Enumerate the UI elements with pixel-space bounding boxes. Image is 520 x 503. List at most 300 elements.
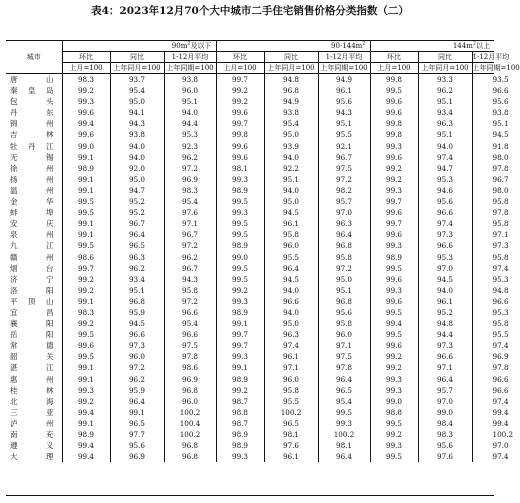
index-value: 95.1: [418, 129, 472, 140]
index-value: 100.2: [264, 407, 318, 418]
index-value: 95.6: [418, 196, 472, 207]
index-value: 98.1: [264, 429, 318, 440]
index-value: 99.4: [62, 407, 110, 418]
index-value: 99.2: [62, 274, 110, 285]
index-value: 99.5: [216, 263, 264, 274]
index-value: 99.4: [370, 318, 418, 329]
base-header: 上年同月=100: [418, 63, 472, 74]
index-value: 99.6: [216, 152, 264, 163]
index-value: 96.4: [110, 396, 164, 407]
index-value: 98.3: [164, 185, 216, 196]
index-value: 98.9: [216, 440, 264, 451]
sub-header: 同比: [418, 52, 472, 63]
index-value: 97.2: [164, 163, 216, 174]
table-row: [6, 118, 494, 129]
index-value: 96.2: [110, 263, 164, 274]
index-value: 95.6: [318, 307, 370, 318]
index-value: 98.3: [62, 307, 110, 318]
table-row: [6, 396, 494, 407]
city-name: 北海: [6, 396, 62, 407]
index-value: 97.8: [492, 363, 509, 373]
sub-header: 1-12月平均: [164, 52, 216, 63]
index-value: 96.5: [110, 418, 164, 429]
index-value: 99.3: [216, 451, 264, 462]
index-value: 96.0: [264, 374, 318, 385]
index-value: 95.1: [418, 96, 472, 107]
index-value: 99.6: [370, 96, 418, 107]
index-value: 99.5: [216, 274, 264, 285]
group-header-large-post: 以上: [476, 42, 491, 50]
index-value: 93.8: [164, 74, 216, 86]
table-row: [6, 129, 494, 140]
index-value: 95.8: [492, 319, 509, 329]
index-value: 97.4: [492, 341, 509, 351]
index-value: 93.8: [264, 107, 318, 118]
index-value: 96.7: [318, 152, 370, 163]
index-value: 99.6: [370, 296, 418, 307]
group-header-medium-pre: 90-144m: [331, 42, 363, 50]
index-value: 98.9: [216, 185, 264, 196]
index-value: 100.4: [164, 418, 216, 429]
index-value: 95.7: [318, 196, 370, 207]
index-value: 96.9: [110, 451, 164, 462]
index-value: 95.9: [110, 307, 164, 318]
index-value: 95.3: [492, 307, 509, 317]
index-value: 97.8: [492, 208, 509, 218]
index-value: 96.7: [164, 263, 216, 274]
index-value: 97.5: [164, 340, 216, 351]
index-value: 95.4: [164, 318, 216, 329]
index-value: 99.2: [370, 351, 418, 362]
index-value: 96.1: [264, 218, 318, 229]
index-value: 96.4: [318, 451, 370, 462]
index-value: 98.2: [318, 185, 370, 196]
index-value: 95.8: [492, 252, 509, 262]
index-value: 97.7: [110, 429, 164, 440]
index-value: 97.0: [418, 396, 472, 407]
index-value: 96.6: [492, 86, 509, 96]
bottom-rule: [6, 495, 494, 496]
index-value: 97.6: [418, 451, 472, 462]
index-value: 97.2: [318, 263, 370, 274]
group-header-large-pre: 144m: [452, 42, 473, 50]
index-value: 99.5: [216, 196, 264, 207]
index-value: 97.4: [492, 396, 509, 406]
header-row-groups: [6, 41, 494, 52]
table-row: [6, 96, 494, 107]
index-value: 96.0: [264, 240, 318, 251]
index-value: 99.6: [370, 152, 418, 163]
index-value: 95.0: [110, 174, 164, 185]
city-name: 泉州: [6, 229, 62, 240]
index-value: 99.0: [418, 407, 472, 418]
index-value: 95.2: [110, 207, 164, 218]
index-value: 99.1: [62, 374, 110, 385]
index-value: 99.5: [62, 240, 110, 251]
index-value: 99.7: [216, 118, 264, 129]
index-value: 99.5: [62, 351, 110, 362]
index-value: 99.1: [62, 229, 110, 240]
table-row: [6, 252, 494, 263]
index-value: 99.3: [216, 351, 264, 362]
index-value: 99.2: [216, 96, 264, 107]
index-value: 99.5: [318, 407, 370, 418]
city-name: 济宁: [6, 274, 62, 285]
city-name: 大理: [6, 451, 62, 462]
index-value: 99.7: [62, 263, 110, 274]
index-value: 98.8: [216, 407, 264, 418]
index-value: 99.2: [370, 163, 418, 174]
group-header-small-pre: 90m: [171, 42, 188, 50]
index-value: 99.2: [62, 85, 110, 96]
index-value: 96.7: [110, 218, 164, 229]
city-name: 洛阳: [6, 285, 62, 296]
index-value: 96.4: [264, 263, 318, 274]
index-value: 94.0: [264, 185, 318, 196]
index-value: 97.8: [318, 362, 370, 373]
index-value: 97.2: [164, 240, 216, 251]
city-name: 平顶山: [6, 296, 62, 307]
index-value: 95.1: [318, 118, 370, 129]
index-value: 98.9: [216, 374, 264, 385]
index-value: 93.3: [418, 74, 472, 86]
sub-header: 环比: [370, 52, 418, 63]
index-value: 95.6: [418, 440, 472, 451]
index-value: 99.2: [370, 429, 418, 440]
city-name: 惠州: [6, 374, 62, 385]
index-value: 94.1: [110, 107, 164, 118]
index-value: 95.4: [164, 196, 216, 207]
index-value: 94.0: [110, 141, 164, 152]
group-header-small-post: 及以下: [190, 42, 212, 50]
index-value: 95.4: [110, 85, 164, 96]
index-value: 99.8: [370, 74, 418, 86]
base-header: 上年同期=100: [164, 63, 216, 74]
index-value: 95.8: [264, 229, 318, 240]
index-value: 94.5: [264, 274, 318, 285]
index-value: 99.1: [216, 362, 264, 373]
index-value: 100.2: [164, 429, 216, 440]
index-value: 93.5: [492, 75, 509, 84]
index-value: 99.3: [370, 285, 418, 296]
index-value: 96.1: [418, 296, 472, 307]
index-value: 95.6: [492, 97, 509, 107]
city-name: 包头: [6, 96, 62, 107]
index-value: 96.7: [492, 174, 509, 184]
table-row: [6, 296, 494, 307]
index-value: 99.3: [370, 185, 418, 196]
city-name: 襄阳: [6, 318, 62, 329]
index-value: 96.9: [164, 174, 216, 185]
index-value: 96.9: [492, 352, 509, 362]
table-row: [6, 263, 494, 274]
index-value: 95.5: [492, 330, 509, 340]
index-value: 96.6: [164, 307, 216, 318]
index-value: 97.1: [492, 230, 509, 240]
index-value: 96.5: [264, 418, 318, 429]
index-value: 99.5: [62, 329, 110, 340]
index-value: 97.3: [492, 241, 509, 251]
index-value: 99.1: [62, 418, 110, 429]
index-value: 99.4: [492, 407, 509, 417]
index-value: 99.7: [370, 218, 418, 229]
group-header-medium-sup: 2: [362, 40, 366, 47]
city-column-header: 城市: [6, 41, 62, 74]
index-value: 97.0: [318, 207, 370, 218]
index-value: 99.4: [62, 440, 110, 451]
index-value: 96.5: [318, 385, 370, 396]
index-value: 95.3: [164, 129, 216, 140]
index-value: 99.7: [370, 196, 418, 207]
index-value: 99.3: [62, 96, 110, 107]
index-value: 95.1: [318, 285, 370, 296]
index-value: 94.5: [492, 130, 509, 140]
index-value: 99.1: [62, 185, 110, 196]
index-value: 94.8: [264, 74, 318, 86]
city-name: 韶关: [6, 351, 62, 362]
index-value: 99.2: [62, 318, 110, 329]
table-row: [6, 163, 494, 174]
sub-header: 同比: [110, 52, 164, 63]
index-value: 97.5: [318, 351, 370, 362]
index-value: 95.1: [164, 96, 216, 107]
index-value: 96.7: [164, 229, 216, 240]
index-value: 96.0: [110, 351, 164, 362]
group-header-medium: [216, 41, 370, 52]
index-value: 97.0: [492, 441, 509, 451]
index-value: 99.5: [62, 196, 110, 207]
index-value: 98.6: [62, 252, 110, 263]
index-value: 94.0: [110, 152, 164, 163]
sub-header: 同比: [264, 52, 318, 63]
price-index-table: [6, 40, 520, 462]
table-row: [6, 185, 494, 196]
index-value: 94.0: [418, 285, 472, 296]
index-value: 95.5: [318, 129, 370, 140]
index-value: 95.0: [264, 318, 318, 329]
index-value: 99.3: [216, 296, 264, 307]
index-value: 99.5: [370, 263, 418, 274]
base-header: 上月=100: [62, 63, 110, 74]
index-value: 99.0: [216, 252, 264, 263]
table-row: [6, 274, 494, 285]
index-value: 99.3: [216, 207, 264, 218]
table-row: [6, 340, 494, 351]
index-value: 98.8: [370, 407, 418, 418]
index-value: 93.4: [110, 274, 164, 285]
table-row: [6, 240, 494, 251]
table-row: [6, 152, 494, 163]
table-row: [6, 374, 494, 385]
index-value: 96.1: [264, 351, 318, 362]
index-value: 96.0: [318, 329, 370, 340]
index-value: 98.4: [418, 418, 472, 429]
index-value: 95.8: [264, 385, 318, 396]
index-value: 94.9: [318, 74, 370, 86]
index-value: 96.4: [318, 374, 370, 385]
index-value: 96.6: [418, 351, 472, 362]
index-value: 96.5: [110, 240, 164, 251]
index-value: 94.9: [264, 96, 318, 107]
index-value: 99.3: [62, 385, 110, 396]
index-value: 96.4: [418, 374, 472, 385]
index-value: 99.2: [370, 174, 418, 185]
index-value: 99.2: [62, 396, 110, 407]
index-value: 96.3: [418, 118, 472, 129]
table-row: [6, 318, 494, 329]
table-row: [6, 207, 494, 218]
index-value: 97.2: [318, 174, 370, 185]
index-value: 96.8: [164, 385, 216, 396]
index-value: 99.2: [216, 285, 264, 296]
index-value: 97.1: [164, 218, 216, 229]
city-name: 唐山: [6, 74, 62, 86]
index-value: 96.8: [264, 85, 318, 96]
index-value: 99.2: [216, 85, 264, 96]
city-name: 湛江: [6, 362, 62, 373]
index-value: 97.1: [264, 362, 318, 373]
table-row: [6, 351, 494, 362]
table-body: [6, 74, 514, 463]
index-value: 99.3: [370, 440, 418, 451]
city-name: 金华: [6, 196, 62, 207]
city-name: 三亚: [6, 407, 62, 418]
index-value: 95.3: [418, 252, 472, 263]
index-value: 96.8: [318, 296, 370, 307]
index-value: 96.2: [418, 85, 472, 96]
table-row: [6, 362, 494, 373]
index-value: 97.2: [110, 362, 164, 373]
index-value: 95.0: [110, 96, 164, 107]
city-name: 遵义: [6, 440, 62, 451]
index-value: 94.5: [418, 274, 472, 285]
index-value: 97.6: [264, 440, 318, 451]
index-value: 99.5: [62, 207, 110, 218]
index-value: 93.8: [110, 129, 164, 140]
index-value: 96.8: [164, 451, 216, 462]
city-name: 扬州: [6, 174, 62, 185]
index-value: 96.4: [318, 229, 370, 240]
index-value: 96.0: [164, 396, 216, 407]
index-value: 98.0: [492, 152, 509, 162]
index-value: 99.7: [216, 74, 264, 86]
base-header: 上年同月=100: [264, 63, 318, 74]
table-row: [6, 440, 494, 451]
city-name: 岳阳: [6, 329, 62, 340]
index-value: 94.0: [264, 152, 318, 163]
city-name: 九江: [6, 240, 62, 251]
index-value: 99.5: [370, 451, 418, 462]
index-value: 94.0: [164, 107, 216, 118]
index-value: 95.0: [264, 196, 318, 207]
header-row-base: [6, 63, 494, 74]
city-name: 丹东: [6, 107, 62, 118]
index-value: 95.9: [110, 385, 164, 396]
index-value: 94.8: [492, 285, 509, 295]
index-value: 98.9: [62, 429, 110, 440]
table-row: [6, 418, 494, 429]
index-value: 96.2: [164, 152, 216, 163]
city-name: 秦皇岛: [6, 85, 62, 96]
table-row: [6, 174, 494, 185]
index-value: 96.1: [318, 85, 370, 96]
index-value: 97.3: [110, 340, 164, 351]
index-value: 99.1: [62, 362, 110, 373]
index-value: 98.9: [62, 163, 110, 174]
index-value: 95.3: [492, 274, 509, 284]
index-value: 94.4: [164, 118, 216, 129]
index-value: 95.5: [264, 396, 318, 407]
index-value: 94.7: [110, 185, 164, 196]
table-row: [6, 74, 494, 86]
index-value: 92.3: [164, 141, 216, 152]
index-value: 97.4: [492, 452, 509, 462]
index-value: 97.4: [492, 263, 509, 273]
index-value: 99.4: [62, 451, 110, 462]
index-value: 96.6: [418, 207, 472, 218]
header-row-sub: [6, 52, 494, 63]
index-value: 97.0: [418, 263, 472, 274]
index-value: 95.8: [318, 252, 370, 263]
index-value: 98.9: [216, 240, 264, 251]
index-value: 99.6: [370, 229, 418, 240]
index-value: 99.6: [62, 340, 110, 351]
index-value: 94.3: [318, 107, 370, 118]
index-value: 94.5: [110, 318, 164, 329]
table-row: [6, 451, 494, 462]
group-header-large: [370, 41, 494, 52]
index-value: 92.0: [110, 163, 164, 174]
base-header: 上月=100: [216, 63, 264, 74]
index-value: 99.2: [62, 285, 110, 296]
index-value: 99.8: [216, 129, 264, 140]
index-value: 94.3: [164, 274, 216, 285]
city-name: 桂林: [6, 385, 62, 396]
index-value: 93.8: [492, 108, 509, 118]
city-name: 烟台: [6, 263, 62, 274]
table-row: [6, 196, 494, 207]
index-value: 99.5: [370, 329, 418, 340]
index-value: 95.4: [264, 118, 318, 129]
base-header: 上月=100: [370, 63, 418, 74]
index-value: 96.6: [418, 240, 472, 251]
index-value: 96.6: [492, 296, 509, 306]
index-value: 99.3: [216, 174, 264, 185]
index-value: 99.6: [370, 340, 418, 351]
index-value: 95.0: [318, 274, 370, 285]
index-value: 99.3: [370, 374, 418, 385]
index-value: 99.6: [370, 274, 418, 285]
index-value: 95.1: [492, 119, 509, 129]
index-value: 94.8: [418, 318, 472, 329]
index-value: 98.9: [216, 429, 264, 440]
city-name: 安庆: [6, 218, 62, 229]
index-value: 95.0: [264, 129, 318, 140]
sub-header: 环比: [62, 52, 110, 63]
city-name: 吉林: [6, 129, 62, 140]
index-value: 99.1: [62, 152, 110, 163]
index-value: 99.6: [370, 107, 418, 118]
sub-header: 环比: [216, 52, 264, 63]
index-value: 99.6: [370, 207, 418, 218]
index-value: 99.4: [492, 418, 509, 428]
index-value: 94.0: [264, 307, 318, 318]
index-value: 100.2: [492, 430, 514, 439]
table-row: [6, 218, 494, 229]
index-value: 97.8: [164, 351, 216, 362]
index-value: 99.5: [370, 85, 418, 96]
index-value: 96.6: [492, 374, 509, 384]
